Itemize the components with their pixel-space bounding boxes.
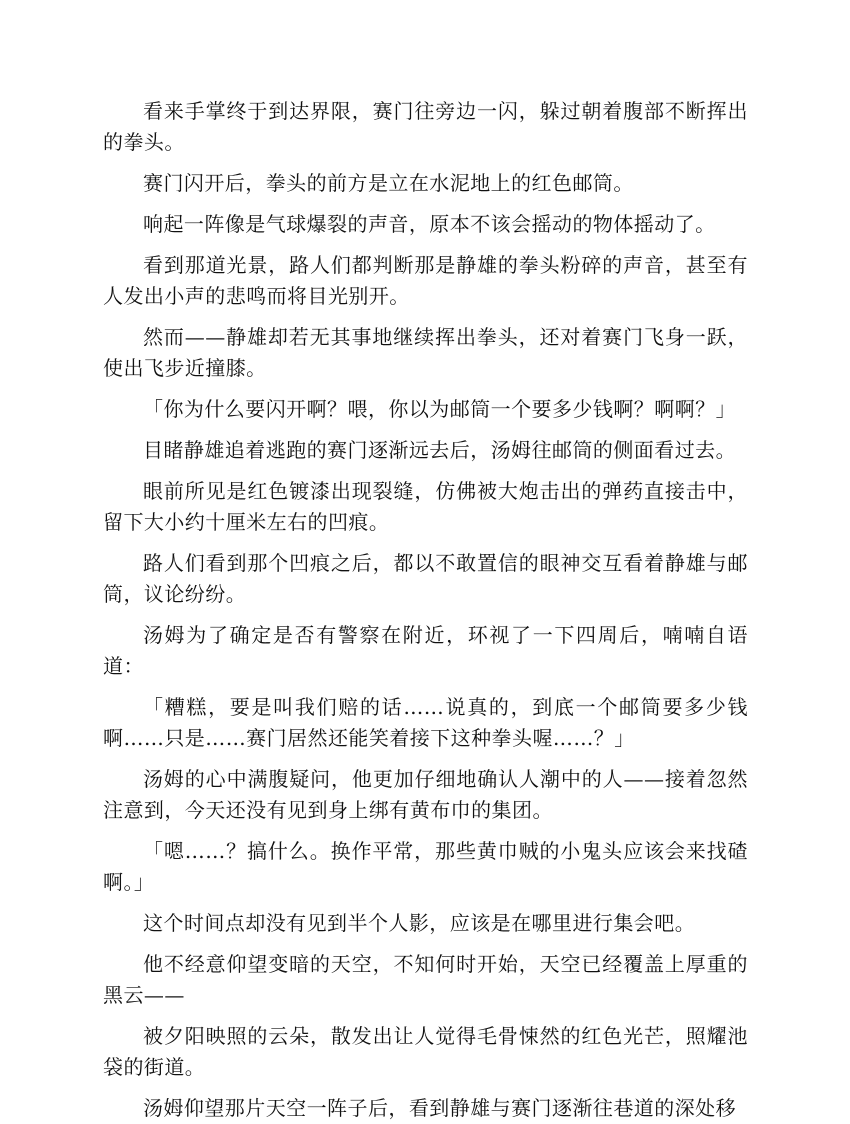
paragraph-10: 汤姆为了确定是否有警察在附近，环视了一下四周后，喃喃自语道： — [103, 623, 748, 678]
paragraph-15: 他不经意仰望变暗的天空，不知何时开始，天空已经覆盖上厚重的黑云—— — [103, 952, 748, 1007]
paragraph-1: 看来手掌终于到达界限，赛门往旁边一闪，躲过朝着腹部不断挥出的拳头。 — [103, 99, 748, 154]
paragraph-4: 看到那道光景，路人们都判断那是静雄的拳头粉碎的声音，甚至有人发出小声的悲鸣而将目光别开。 — [103, 253, 748, 308]
paragraph-3: 响起一阵像是气球爆裂的声音，原本不该会摇动的物体摇动了。 — [143, 212, 716, 236]
paragraph-8: 眼前所见是红色镀漆出现裂缝，仿佛被大炮击出的弹药直接击中，留下大小约十厘米左右的凹痕。 — [103, 479, 748, 534]
document-page — [103, 96, 748, 1124]
paragraph-14: 这个时间点却没有见到半个人影，应该是在哪里进行集会吧。 — [143, 911, 696, 935]
paragraph-11: 「糟糕，要是叫我们赔的话……说真的，到底一个邮筒要多少钱啊……只是……赛门居然还能笑着接下这种拳头喔……？」 — [103, 695, 748, 750]
paragraph-2: 赛门闪开后，拳头的前方是立在水泥地上的红色邮筒。 — [143, 171, 634, 195]
paragraph-13: 「嗯……？搞什么。换作平常，那些黄巾贼的小鬼头应该会来找碴啊。」 — [103, 839, 748, 894]
paragraph-12: 汤姆的心中满腹疑问，他更加仔细地确认人潮中的人——接着忽然注意到，今天还没有见到身上绑有黄布巾的集团。 — [103, 767, 748, 822]
paragraph-17: 汤姆仰望那片天空一阵子后，看到静雄与赛门逐渐往巷道的深处移 — [143, 1096, 737, 1120]
paragraph-6: 「你为什么要闪开啊？喂，你以为邮筒一个要多少钱啊？啊啊？」 — [143, 397, 737, 421]
paragraph-5: 然而——静雄却若无其事地继续挥出拳头，还对着赛门飞身一跃，使出飞步近撞膝。 — [103, 325, 748, 380]
paragraph-16: 被夕阳映照的云朵，散发出让人觉得毛骨悚然的红色光芒，照耀池袋的街道。 — [103, 1024, 748, 1079]
paragraph-9: 路人们看到那个凹痕之后，都以不敢置信的眼神交互看着静雄与邮筒，议论纷纷。 — [103, 551, 748, 606]
paragraph-7: 目睹静雄追着逃跑的赛门逐渐远去后，汤姆往邮筒的侧面看过去。 — [143, 438, 737, 462]
